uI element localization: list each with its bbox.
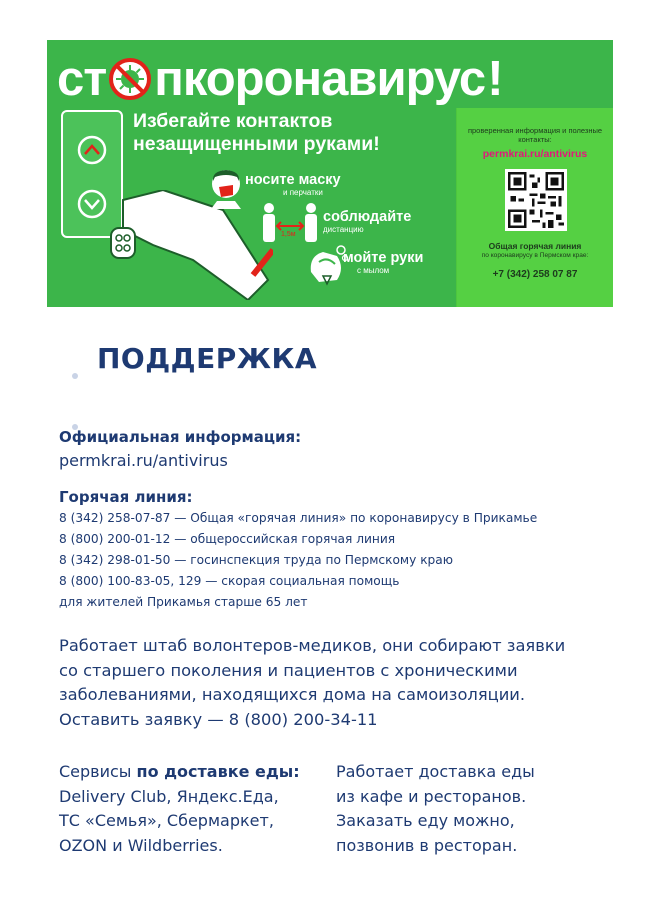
decorative-dot bbox=[72, 373, 78, 379]
hotline-heading: Горячая линия: bbox=[59, 488, 193, 506]
contacts-phone[interactable]: +7 (342) 258 07 87 bbox=[492, 269, 578, 280]
delivery-line: OZON и Wildberries. bbox=[59, 835, 223, 855]
tip-distance: соблюдайте дистанцию bbox=[323, 209, 412, 234]
title-exclamation: ! bbox=[487, 52, 503, 106]
hotline-item: 8 (800) 100-83-05, 129 — скорая социальная помощь bbox=[59, 574, 400, 588]
delivery-services bbox=[59, 760, 329, 858]
hotline-item: 8 (800) 200-01-12 — общероссийская горячая линия bbox=[59, 532, 396, 546]
delivery-line: Delivery Club, Яндекс.Еда, bbox=[59, 786, 279, 806]
coronavirus-banner bbox=[47, 40, 613, 307]
banner-title bbox=[57, 44, 503, 114]
contacts-url[interactable]: permkrai.ru/antivirus bbox=[482, 148, 588, 160]
restaurant-line: Заказать еду можно, bbox=[336, 811, 515, 830]
restaurant-line: позвонив в ресторан. bbox=[336, 835, 518, 855]
distance-label: 1,5м bbox=[281, 231, 296, 238]
restaurant-line: Работает доставка еды bbox=[336, 762, 535, 781]
page-title: ПОДДЕРЖКА bbox=[97, 342, 318, 375]
tip-mask: носите маску и перчатки bbox=[245, 172, 341, 197]
contacts-panel bbox=[456, 108, 613, 307]
official-info-link[interactable]: permkrai.ru/antivirus bbox=[59, 451, 228, 470]
hotline-item-note: для жителей Прикамья старше 65 лет bbox=[59, 595, 308, 609]
hotline-item: 8 (342) 258-07-87 — Общая «горячая линия» по коронавирусу в Прикамье bbox=[59, 511, 538, 525]
mask-icon bbox=[207, 167, 245, 209]
gloved-hand-icon bbox=[103, 190, 273, 300]
contacts-hotline-sub: по коронавирусу в Пермском крае: bbox=[481, 252, 589, 259]
title-part-2: пкоронавирус bbox=[154, 52, 486, 106]
volunteers-paragraph: Работает штаб волонтеров-медиков, они собирают заявки со старшего поколения и пациентов с хроническими заболеваниями, находящихся дома на самоизоляции. Оставить заявку — 8 (800) 200-34-11 bbox=[59, 636, 566, 729]
official-info-heading: Официальная информация: bbox=[59, 428, 302, 446]
banner-headline: Избегайте контактов незащищенными руками! bbox=[133, 110, 380, 155]
title-part-1: ст bbox=[57, 52, 107, 106]
restaurant-line: из кафе и ресторанов. bbox=[336, 786, 527, 806]
hotline-item: 8 (342) 298-01-50 — госинспекция труда по Пермскому краю bbox=[59, 553, 454, 567]
tip-wash: мойте руки с мылом bbox=[343, 250, 424, 275]
contacts-intro: проверенная информация и полезные контакты: bbox=[467, 126, 603, 144]
contacts-hotline-title: Общая горячая линия bbox=[488, 241, 582, 251]
virus-stop-icon bbox=[108, 50, 152, 94]
qr-code-icon[interactable] bbox=[505, 169, 567, 231]
delivery-heading: Сервисы по доставке еды: bbox=[59, 762, 300, 781]
delivery-line: ТС «Семья», Сбермаркет, bbox=[59, 811, 274, 830]
restaurant-delivery bbox=[336, 760, 596, 858]
